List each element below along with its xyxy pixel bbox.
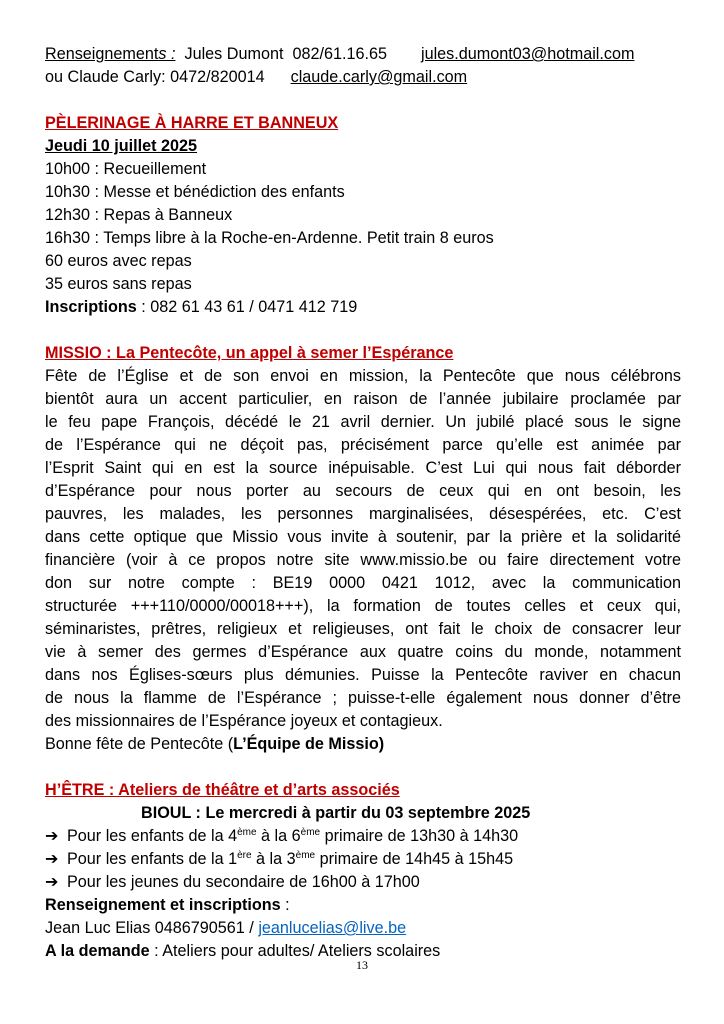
pilgrimage-date: Jeudi 10 juillet 2025	[45, 137, 198, 155]
missio-paragraph-line: dans nos Églises-sœurs plus démunies. Puisse la Pentecôte raviver en chacun	[45, 666, 681, 684]
price-without-meal: 35 euros sans repas	[45, 275, 192, 293]
missio-paragraph-line: vie à semer des germes d’Espérance aux quatre coins du monde, notamment	[45, 643, 681, 661]
closing-signature: L’Équipe de Missio)	[233, 735, 385, 753]
schedule-item: 16h30 : Temps libre à la Roche-en-Ardenne. Petit train 8 euros	[45, 229, 494, 247]
missio-paragraph-line: de l’Espérance qui ne déçoit pas, précisément parce qu’elle est animée par	[45, 436, 681, 454]
arrow-right-icon: ➔	[45, 873, 59, 891]
contact-phone-1: 082/61.16.65	[292, 45, 387, 63]
document-page	[45, 43, 681, 963]
schedule-item: 10h00 : Recueillement	[45, 160, 207, 178]
hetre-group-item: ➔ Pour les enfants de la 1ère à la 3ème primaire de 14h45 à 15h45	[45, 848, 681, 871]
contact-name-phone: Jean Luc Elias 0486790561 /	[45, 919, 259, 937]
missio-paragraph-line: l’Esprit Saint qui en est la source inépuisable. C’est Lui qui nous fait déborder	[45, 459, 681, 477]
hetre-info: Renseignement et inscriptions :	[45, 896, 290, 914]
arrow-right-icon: ➔	[45, 850, 59, 868]
arrow-right-icon: ➔	[45, 827, 59, 845]
hetre-group-item: ➔ Pour les enfants de la 4ème à la 6ème primaire de 13h30 à 14h30	[45, 825, 681, 848]
contact-label: Renseignements :	[45, 45, 176, 63]
closing-text: Bonne fête de Pentecôte (	[45, 735, 234, 753]
hetre-subtitle: BIOUL : Le mercredi à partir du 03 septembre 2025	[141, 804, 531, 822]
email-link-2[interactable]: claude.carly@gmail.com	[290, 68, 468, 86]
info-label: Renseignement et inscriptions	[45, 896, 281, 914]
missio-paragraph-line: dans cette optique que Missio vous invite à soutenir, par la prière et la solidarité	[45, 528, 681, 546]
pilgrimage-title: PÈLERINAGE À HARRE ET BANNEUX	[45, 114, 339, 132]
missio-paragraph-line: pauvres, les malades, les personnes marginalisées, désespérées, etc. C’est	[45, 505, 681, 523]
pilgrimage-registration	[45, 296, 681, 319]
price-with-meal: 60 euros avec repas	[45, 252, 192, 270]
schedule-item: 12h30 : Repas à Banneux	[45, 206, 233, 224]
contact-line-1	[45, 43, 681, 66]
missio-paragraph-line: structurée +++110/0000/00018+++), la formation de toutes celles et ceux qui,	[45, 597, 681, 615]
missio-paragraph-line: don sur notre compte : BE19 0000 0421 1012, avec la communication	[45, 574, 681, 592]
email-link-1[interactable]: jules.dumont03@hotmail.com	[420, 45, 635, 63]
missio-title: MISSIO : La Pentecôte, un appel à semer l’Espérance	[45, 344, 454, 362]
registration-label: Inscriptions	[45, 298, 137, 316]
contact-line-2	[45, 66, 681, 89]
email-link-3[interactable]: jeanlucelias@live.be	[258, 919, 407, 937]
missio-paragraph-line: d’Espérance pour nous porter au secours de ceux qui en ont besoin, les	[45, 482, 681, 500]
contact-person-1: Jules Dumont	[184, 45, 284, 63]
missio-paragraph-line: le feu pape François, décédé le 21 avril dernier. Un jubilé placé sous le signe	[45, 413, 681, 431]
registration-phones: : 082 61 43 61 / 0471 412 719	[136, 298, 358, 316]
page-number: 13	[356, 958, 368, 972]
hetre-group-item: ➔ Pour les jeunes du secondaire de 16h00 à 17h00	[45, 871, 681, 894]
demand-label: A la demande	[45, 942, 150, 960]
missio-paragraph-line: financière (voir à ce propos notre site www.missio.be ou faire directement votre	[45, 551, 681, 569]
demand-value: : Ateliers pour adultes/ Ateliers scolaires	[149, 942, 441, 960]
missio-paragraph-line: Fête de l’Église et de son envoi en mission, la Pentecôte que nous célébrons	[45, 367, 681, 385]
contact-person-2: ou Claude Carly: 0472/820014	[45, 68, 265, 86]
missio-closing	[45, 733, 681, 756]
missio-paragraph-last-line: des missionnaires de l’Espérance joyeux et contagieux.	[45, 712, 443, 730]
missio-paragraph-line: séminaristes, prêtres, religieux et religieuses, ont fait le choix de consacrer leur	[45, 620, 681, 638]
schedule-item: 10h30 : Messe et bénédiction des enfants	[45, 183, 345, 201]
missio-paragraph-line: bientôt aura un accent particulier, en raison de l’année jubilaire proclamée par	[45, 390, 681, 408]
hetre-contact	[45, 917, 681, 940]
missio-paragraph-line: de nous la flamme de l’Espérance ; puisse-t-elle également nous donner d’être	[45, 689, 681, 707]
hetre-title: H’ÊTRE : Ateliers de théâtre et d’arts associés	[45, 781, 400, 799]
